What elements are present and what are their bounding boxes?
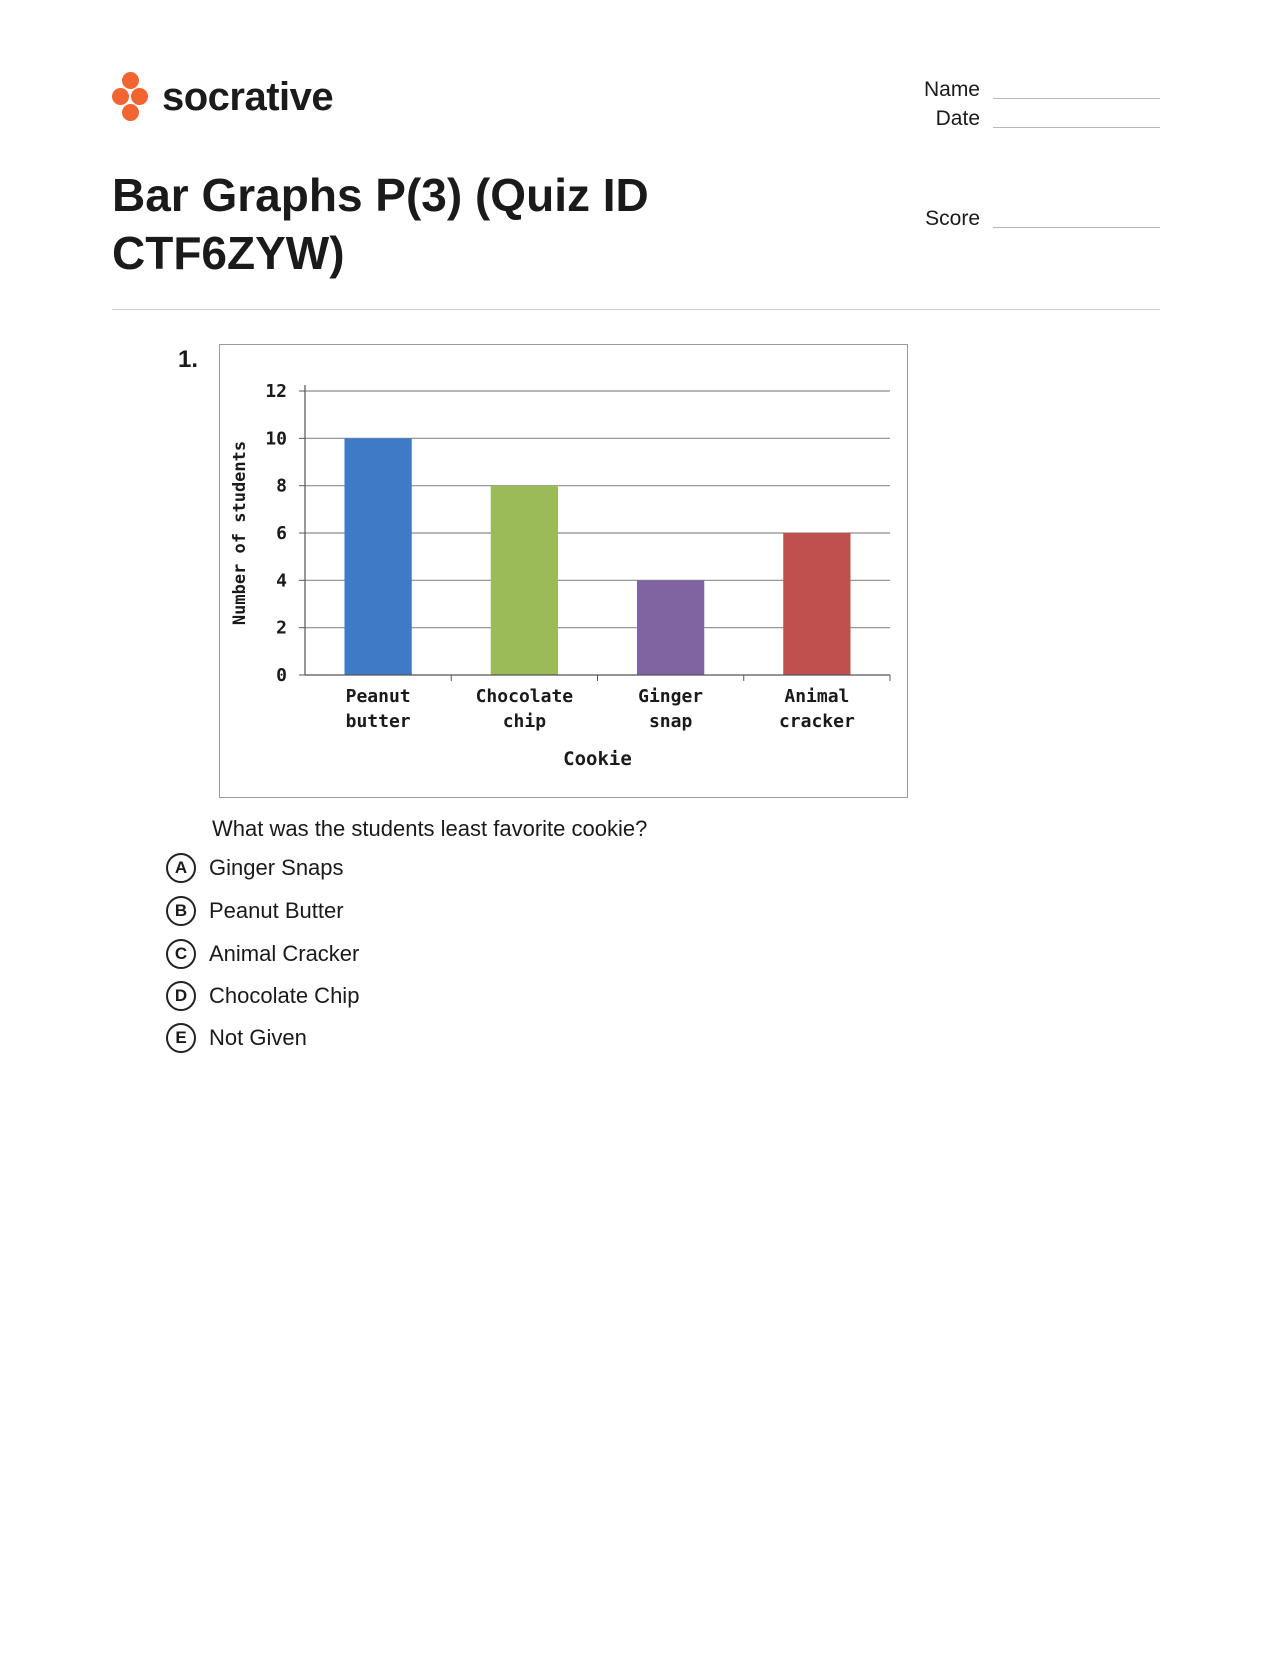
score-field-line[interactable] bbox=[993, 227, 1160, 228]
brand-name: socrative bbox=[162, 74, 334, 119]
bar-chart bbox=[219, 344, 908, 798]
x-tick-label: butter bbox=[345, 711, 411, 732]
y-tick-label: 8 bbox=[276, 475, 287, 497]
name-label: Name bbox=[923, 78, 980, 101]
chart-y-ticks bbox=[265, 381, 305, 686]
x-tick-label: snap bbox=[648, 711, 693, 732]
socrative-logo bbox=[112, 72, 333, 122]
y-tick-label: 2 bbox=[276, 617, 287, 639]
answer-option-a[interactable] bbox=[166, 853, 344, 883]
answer-option-d[interactable] bbox=[166, 981, 359, 1011]
page-title: Bar Graphs P(3) (Quiz ID CTF6ZYW) bbox=[112, 169, 649, 279]
y-tick-label: 4 bbox=[276, 570, 287, 592]
option-text: Ginger Snaps bbox=[209, 855, 344, 880]
x-tick-label: Chocolate bbox=[475, 686, 574, 707]
bar bbox=[637, 580, 704, 675]
question-text: What was the students least favorite cookie? bbox=[212, 816, 648, 841]
option-text: Not Given bbox=[209, 1025, 307, 1050]
name-field-line[interactable] bbox=[993, 98, 1160, 99]
score-label: Score bbox=[925, 207, 980, 230]
question-number: 1. bbox=[178, 346, 199, 373]
bar bbox=[783, 533, 850, 675]
answer-option-b[interactable] bbox=[166, 896, 344, 926]
y-tick-label: 6 bbox=[276, 523, 287, 544]
date-label: Date bbox=[935, 107, 980, 130]
option-letter-badge[interactable]: B bbox=[166, 896, 196, 926]
x-axis-label: Cookie bbox=[563, 748, 632, 770]
chart-x-ticks bbox=[346, 675, 890, 732]
answer-option-e[interactable] bbox=[166, 1023, 307, 1053]
hexagon-cluster-icon bbox=[112, 72, 152, 122]
x-tick-label: Animal bbox=[784, 686, 850, 707]
option-letter-badge[interactable]: D bbox=[166, 981, 196, 1011]
option-text: Animal Cracker bbox=[209, 941, 360, 966]
option-letter-badge[interactable]: C bbox=[166, 939, 196, 969]
header-divider bbox=[112, 309, 1160, 310]
x-tick-label: Ginger bbox=[638, 686, 704, 707]
y-tick-label: 0 bbox=[276, 665, 287, 686]
x-tick-label: chip bbox=[502, 711, 547, 732]
option-text: Chocolate Chip bbox=[209, 983, 360, 1008]
y-tick-label: 12 bbox=[265, 381, 287, 402]
chart-bars bbox=[344, 438, 850, 675]
option-letter-badge[interactable]: E bbox=[166, 1023, 196, 1053]
y-axis-label: Number of students bbox=[230, 440, 250, 626]
bar-chart-svg bbox=[220, 345, 907, 797]
y-tick-label: 10 bbox=[265, 428, 287, 450]
x-tick-label: cracker bbox=[778, 711, 855, 732]
date-field-line[interactable] bbox=[993, 127, 1160, 128]
bar bbox=[491, 486, 558, 675]
x-tick-label: Peanut bbox=[345, 686, 411, 707]
answer-option-c[interactable] bbox=[166, 939, 359, 969]
option-text: Peanut Butter bbox=[209, 898, 344, 923]
bar bbox=[344, 438, 411, 675]
option-letter-badge[interactable]: A bbox=[166, 853, 196, 883]
